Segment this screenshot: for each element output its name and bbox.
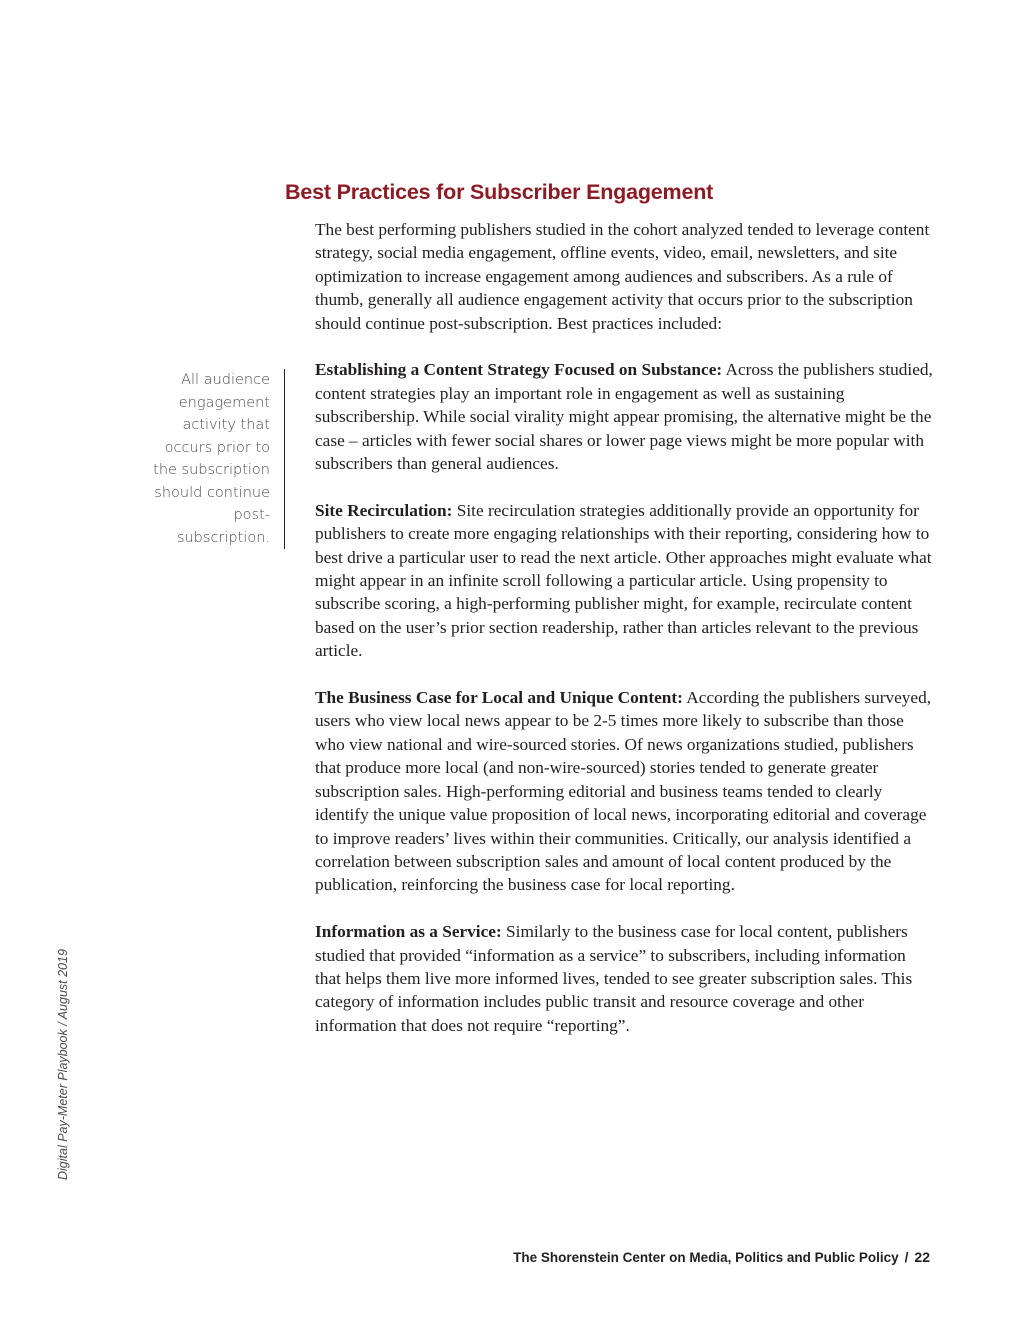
intro-paragraph: The best performing publishers studied in the cohort analyzed tended to leverage content strategy, social media engagement, offline events, video, email, newsletters, and site optimization to increase engagement among audiences and subscribers. As a rule of thumb, generally all audience engagement activity that occurs prior to the subscription should continue post-subscription. Best practices included: [315,220,930,333]
pull-quote: All audience engagement activity that occurs prior to the subscription should continue post-subscription. [150,369,285,549]
section-lead: The Business Case for Local and Unique Content: [315,688,683,708]
page-footer [513,1249,930,1265]
section-content-strategy [315,358,935,475]
section-text: Site recirculation strategies additionally provide an opportunity for publishers to create more engaging relationships with their reporting, considering how to best drive a particular user to read the next article. Other approaches might evaluate what might appear in an infinite scroll following a particular article. Using propensity to subscribe scoring, a high-performing publisher might, for example, recirculate content based on the user’s prior section readership, rather than articles relevant to the previous article. [315,500,932,661]
footer-separator: / [904,1250,909,1265]
section-lead: Information as a Service: [315,922,502,942]
footer-organization: The Shorenstein Center on Media, Politics and Public Policy [513,1250,899,1265]
section-text: Across the publishers studied, content strategies play an important role in engagement as well as sustaining subscribership. While social virality might appear promising, the alternative might be the case – articles with fewer social shares or lower page views might be more popular with subscribers than general audiences. [315,360,933,474]
section-site-recirculation [315,499,935,663]
section-local-content [315,686,935,897]
section-lead: Establishing a Content Strategy Focused on Substance: [315,360,723,380]
section-heading: Best Practices for Subscriber Engagement [285,180,714,204]
section-text: Similarly to the business case for local content, publishers studied that provided “information as a service” to subscribers, including information that helps them live more informed lives, tended to see greater subscription sales. This category of information includes public transit and resource coverage and other information that does not require “reporting”. [315,922,913,1035]
section-text: According the publishers surveyed, users who view local news appear to be 2-5 times more likely to subscribe than those who view national and wire-sourced stories. Of news organizations studied, publishers that produce more local (and non-wire-sourced) stories tended to generate greater subscription sales. High-performing editorial and business teams tended to clearly identify the unique value proposition of local news, incorporating editorial and coverage to improve readers’ lives within their communities. Critically, our analysis identified a correlation between subscription sales and amount of local content produced by the publication, reinforcing the business case for local reporting. [315,688,932,895]
section-lead: Site Recirculation: [315,500,453,520]
page-number: 22 [914,1249,930,1265]
section-information-service [315,920,935,1037]
publication-side-label: Digital Pay-Meter Playbook / August 2019 [56,949,70,1180]
body-text [315,218,935,1061]
